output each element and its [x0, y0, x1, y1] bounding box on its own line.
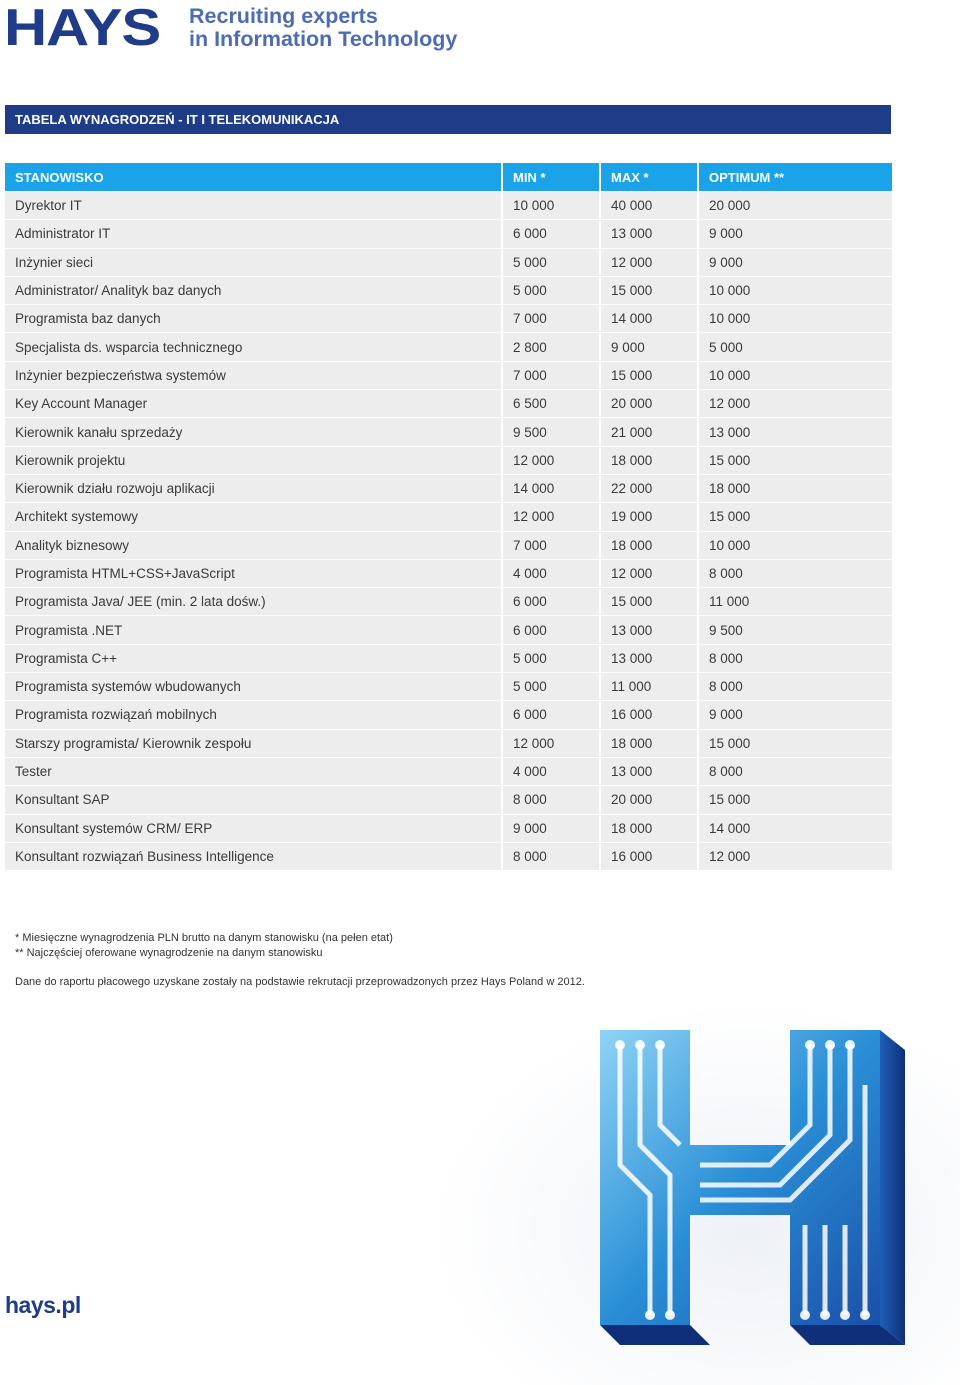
position-cell: Architekt systemowy: [5, 503, 501, 531]
optimum-cell: 18 000: [697, 475, 892, 503]
optimum-cell: 9 500: [697, 616, 892, 644]
position-cell: Kierownik działu rozwoju aplikacji: [5, 475, 501, 503]
table-row: [5, 532, 892, 560]
min-cell: 9 500: [501, 418, 599, 446]
position-cell: Inżynier bezpieczeństwa systemów: [5, 362, 501, 390]
min-cell: 12 000: [501, 503, 599, 531]
max-cell: 13 000: [599, 220, 697, 248]
min-cell: 9 000: [501, 815, 599, 843]
max-cell: 22 000: [599, 475, 697, 503]
min-cell: 5 000: [501, 673, 599, 701]
column-header-optimum: OPTIMUM **: [697, 163, 892, 192]
column-header-max: MAX *: [599, 163, 697, 192]
optimum-cell: 15 000: [697, 503, 892, 531]
max-cell: 20 000: [599, 786, 697, 814]
min-cell: 6 000: [501, 588, 599, 616]
table-row: [5, 418, 892, 446]
optimum-cell: 12 000: [697, 390, 892, 418]
optimum-cell: 11 000: [697, 588, 892, 616]
footnotes: [15, 931, 585, 990]
optimum-cell: 9 000: [697, 701, 892, 729]
optimum-cell: 12 000: [697, 843, 892, 871]
logo-tagline: [189, 5, 457, 51]
table-row: [5, 673, 892, 701]
optimum-cell: 5 000: [697, 333, 892, 361]
max-cell: 15 000: [599, 362, 697, 390]
salary-table: [5, 163, 892, 871]
min-cell: 10 000: [501, 192, 599, 220]
table-row: [5, 220, 892, 248]
optimum-cell: 10 000: [697, 362, 892, 390]
max-cell: 21 000: [599, 418, 697, 446]
position-cell: Dyrektor IT: [5, 192, 501, 220]
page-title: TABELA WYNAGRODZEŃ - IT I TELEKOMUNIKACJA: [5, 105, 891, 134]
max-cell: 15 000: [599, 277, 697, 305]
min-cell: 6 000: [501, 701, 599, 729]
table-row: [5, 503, 892, 531]
circuit-h-logo-icon: [590, 1025, 910, 1365]
max-cell: 16 000: [599, 701, 697, 729]
column-header-min: MIN *: [501, 163, 599, 192]
table-row: [5, 305, 892, 333]
position-cell: Programista rozwiązań mobilnych: [5, 701, 501, 729]
table-row: [5, 588, 892, 616]
optimum-cell: 8 000: [697, 758, 892, 786]
max-cell: 40 000: [599, 192, 697, 220]
table-row: [5, 645, 892, 673]
optimum-cell: 10 000: [697, 532, 892, 560]
optimum-cell: 20 000: [697, 192, 892, 220]
table-row: [5, 616, 892, 644]
table-row: [5, 390, 892, 418]
max-cell: 18 000: [599, 447, 697, 475]
min-cell: 12 000: [501, 447, 599, 475]
min-cell: 6 000: [501, 616, 599, 644]
optimum-cell: 15 000: [697, 786, 892, 814]
position-cell: Programista C++: [5, 645, 501, 673]
optimum-cell: 15 000: [697, 447, 892, 475]
table-row: [5, 192, 892, 220]
table-row: [5, 560, 892, 588]
max-cell: 20 000: [599, 390, 697, 418]
position-cell: Specjalista ds. wsparcia technicznego: [5, 333, 501, 361]
table-row: [5, 730, 892, 758]
hays-logo: [4, 0, 458, 57]
max-cell: 9 000: [599, 333, 697, 361]
max-cell: 13 000: [599, 758, 697, 786]
min-cell: 5 000: [501, 277, 599, 305]
position-cell: Programista HTML+CSS+JavaScript: [5, 560, 501, 588]
optimum-cell: 9 000: [697, 249, 892, 277]
position-cell: Kierownik kanału sprzedaży: [5, 418, 501, 446]
column-header-position: STANOWISKO: [5, 163, 501, 192]
table-header-row: [5, 163, 892, 192]
min-cell: 4 000: [501, 560, 599, 588]
max-cell: 12 000: [599, 560, 697, 588]
position-cell: Programista .NET: [5, 616, 501, 644]
position-cell: Analityk biznesowy: [5, 532, 501, 560]
min-cell: 5 000: [501, 645, 599, 673]
min-cell: 8 000: [501, 786, 599, 814]
position-cell: Programista baz danych: [5, 305, 501, 333]
table-row: [5, 758, 892, 786]
min-cell: 8 000: [501, 843, 599, 871]
table-row: [5, 786, 892, 814]
position-cell: Administrator IT: [5, 220, 501, 248]
optimum-cell: 9 000: [697, 220, 892, 248]
optimum-cell: 15 000: [697, 730, 892, 758]
min-cell: 7 000: [501, 305, 599, 333]
min-cell: 6 500: [501, 390, 599, 418]
position-cell: Starszy programista/ Kierownik zespołu: [5, 730, 501, 758]
table-row: [5, 333, 892, 361]
min-cell: 12 000: [501, 730, 599, 758]
position-cell: Programista Java/ JEE (min. 2 lata dośw.): [5, 588, 501, 616]
min-cell: 4 000: [501, 758, 599, 786]
min-cell: 14 000: [501, 475, 599, 503]
optimum-cell: 8 000: [697, 645, 892, 673]
tagline-line-2: in Information Technology: [189, 27, 458, 51]
max-cell: 18 000: [599, 532, 697, 560]
optimum-cell: 10 000: [697, 305, 892, 333]
position-cell: Key Account Manager: [5, 390, 501, 418]
max-cell: 11 000: [599, 673, 697, 701]
table-row: [5, 447, 892, 475]
min-cell: 2 800: [501, 333, 599, 361]
max-cell: 13 000: [599, 616, 697, 644]
website-link[interactable]: hays.pl: [5, 1292, 81, 1318]
max-cell: 12 000: [599, 249, 697, 277]
max-cell: 18 000: [599, 815, 697, 843]
max-cell: 19 000: [599, 503, 697, 531]
logo-wordmark: HAYS: [4, 0, 161, 57]
min-cell: 7 000: [501, 362, 599, 390]
data-source-note: Dane do raportu płacowego uzyskane zostały na podstawie rekrutacji przeprowadzonych przez Hays Poland w 2012.: [15, 976, 585, 988]
max-cell: 15 000: [599, 588, 697, 616]
table-body: [5, 192, 892, 871]
optimum-cell: 8 000: [697, 673, 892, 701]
table-row: [5, 475, 892, 503]
max-cell: 13 000: [599, 645, 697, 673]
position-cell: Kierownik projektu: [5, 447, 501, 475]
optimum-cell: 8 000: [697, 560, 892, 588]
min-cell: 6 000: [501, 220, 599, 248]
table-row: [5, 843, 892, 871]
table-row: [5, 701, 892, 729]
max-cell: 14 000: [599, 305, 697, 333]
position-cell: Konsultant systemów CRM/ ERP: [5, 815, 501, 843]
optimum-cell: 13 000: [697, 418, 892, 446]
max-cell: 16 000: [599, 843, 697, 871]
footnote-min-max: * Miesięczne wynagrodzenia PLN brutto na danym stanowisku (na pełen etat): [15, 932, 393, 944]
table-row: [5, 249, 892, 277]
optimum-cell: 10 000: [697, 277, 892, 305]
min-cell: 7 000: [501, 532, 599, 560]
table-row: [5, 815, 892, 843]
table-row: [5, 362, 892, 390]
max-cell: 18 000: [599, 730, 697, 758]
position-cell: Programista systemów wbudowanych: [5, 673, 501, 701]
position-cell: Inżynier sieci: [5, 249, 501, 277]
position-cell: Konsultant SAP: [5, 786, 501, 814]
position-cell: Administrator/ Analityk baz danych: [5, 277, 501, 305]
min-cell: 5 000: [501, 249, 599, 277]
tagline-line-1: Recruiting experts: [189, 4, 378, 28]
position-cell: Tester: [5, 758, 501, 786]
optimum-cell: 14 000: [697, 815, 892, 843]
position-cell: Konsultant rozwiązań Business Intelligence: [5, 843, 501, 871]
table-row: [5, 277, 892, 305]
footnote-optimum: ** Najczęściej oferowane wynagrodzenie na danym stanowisku: [15, 947, 323, 959]
